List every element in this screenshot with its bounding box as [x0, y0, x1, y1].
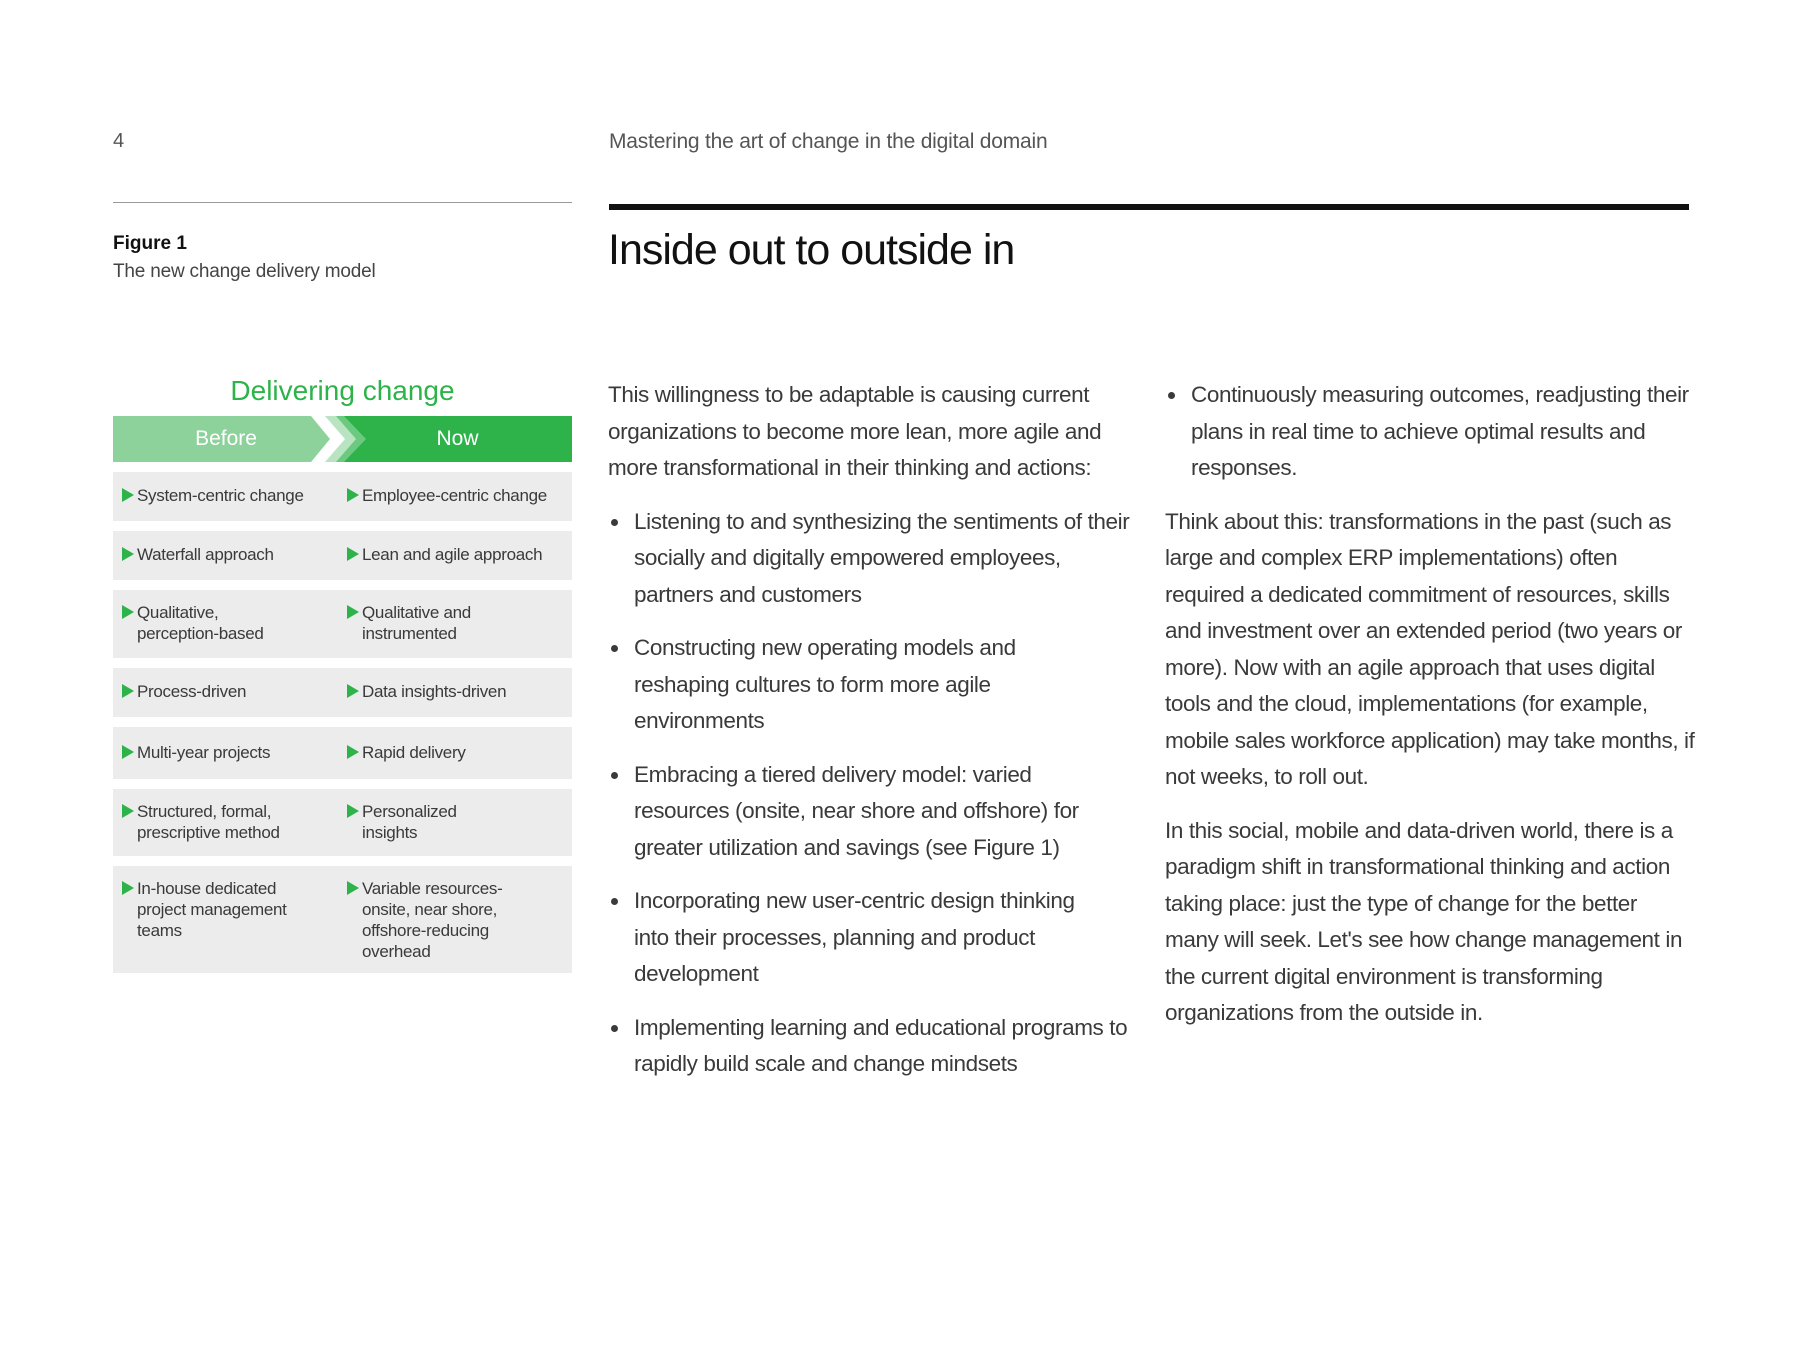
before-text: Qualitative, perception-based: [137, 603, 264, 643]
bullet-item: Incorporating new user-centric design thinking into their processes, planning and product development: [608, 883, 1138, 993]
now-text: Personalized insights: [362, 802, 457, 842]
body-column-1: [608, 377, 1138, 1100]
now-cell: [340, 742, 572, 779]
triangle-bullet-icon: [347, 605, 359, 619]
bullet-item: Implementing learning and educational programs to rapidly build scale and change mindsets: [608, 1010, 1138, 1083]
triangle-bullet-icon: [122, 605, 134, 619]
body-paragraph: Think about this: transformations in the past (such as large and complex ERP implementations) often required a dedicated commitment of resources, skills and investment over an extended period (two years or more). Now with an agile approach that uses digital tools and the cloud, implementations (for example, mobile sales workforce application) may take months, if not weeks, to roll out.: [1165, 508, 1695, 789]
bullet-list-continued: [1165, 377, 1695, 487]
bullet-item: Listening to and synthesizing the sentiments of their socially and digitally empowered employees, partners and customers: [608, 504, 1138, 614]
bullet-item: Constructing new operating models and reshaping cultures to form more agile environments: [608, 630, 1138, 740]
now-cell: [340, 544, 572, 580]
now-cell: [340, 485, 572, 521]
before-cell: [113, 485, 340, 521]
now-cell: [340, 602, 572, 658]
now-cell: [340, 801, 572, 856]
before-cell: [113, 878, 340, 973]
before-cell: [113, 681, 340, 717]
bullet-item: Continuously measuring outcomes, readjusting their plans in real time to achieve optimal results and responses.: [1165, 377, 1695, 487]
before-text: Waterfall approach: [137, 545, 274, 564]
body-paragraph: In this social, mobile and data-driven world, there is a paradigm shift in transformational thinking and action taking place: just the type of change for the better many will seek. Let's see how change management in the current digital environment is transforming organizations from the outside in.: [1165, 817, 1683, 1025]
bullet-item: Embracing a tiered delivery model: varied resources (onsite, near shore and offshore) for greater utilization and savings (see Figure 1): [608, 757, 1138, 867]
comparison-row: [113, 789, 572, 856]
before-text: In-house dedicated project management teams: [137, 879, 287, 940]
heading-rule: [609, 204, 1689, 210]
figure-caption: The new change delivery model: [113, 261, 376, 282]
comparison-rows: [113, 472, 572, 973]
comparison-row: [113, 531, 572, 580]
change-delivery-figure: [113, 374, 572, 983]
figure-label: Figure 1: [113, 233, 187, 254]
triangle-bullet-icon: [347, 684, 359, 698]
triangle-bullet-icon: [122, 745, 134, 759]
body-column-2: [1165, 377, 1695, 1049]
now-cell: [340, 681, 572, 717]
triangle-bullet-icon: [122, 547, 134, 561]
page-number: 4: [113, 130, 125, 152]
triangle-bullet-icon: [347, 547, 359, 561]
before-cell: [113, 742, 340, 779]
before-cell: [113, 602, 340, 658]
now-text: Employee-centric change: [362, 486, 547, 505]
now-text: Variable resources-onsite, near shore, offshore-reducing overhead: [362, 879, 503, 961]
before-cell: [113, 801, 340, 856]
running-title: Mastering the art of change in the digital domain: [609, 130, 1048, 153]
now-text: Data insights-driven: [362, 682, 507, 701]
comparison-row: [113, 590, 572, 658]
bullet-list: [608, 504, 1138, 1083]
intro-paragraph: This willingness to be adaptable is causing current organizations to become more lean, more agile and more transformational in their thinking and actions:: [608, 382, 1102, 480]
figure-header: [113, 416, 572, 462]
section-heading: Inside out to outside in: [608, 226, 1015, 274]
before-text: Multi-year projects: [137, 743, 271, 762]
triangle-bullet-icon: [122, 881, 134, 895]
triangle-bullet-icon: [122, 804, 134, 818]
before-text: System-centric change: [137, 486, 304, 505]
before-cell: [113, 544, 340, 580]
triangle-bullet-icon: [347, 745, 359, 759]
now-header-label: Now: [436, 427, 479, 450]
figure-divider: [113, 202, 572, 203]
now-cell: [340, 878, 572, 973]
now-text: Qualitative and instrumented: [362, 603, 471, 643]
triangle-bullet-icon: [122, 488, 134, 502]
triangle-bullet-icon: [347, 804, 359, 818]
figure-title: Delivering change: [230, 375, 455, 406]
triangle-bullet-icon: [347, 488, 359, 502]
comparison-row: [113, 472, 572, 521]
before-text: Process-driven: [137, 682, 247, 701]
before-header-label: Before: [195, 427, 257, 450]
comparison-row: [113, 866, 572, 973]
now-text: Rapid delivery: [362, 743, 466, 762]
before-text: Structured, formal, prescriptive method: [137, 802, 280, 842]
now-text: Lean and agile approach: [362, 545, 543, 564]
triangle-bullet-icon: [347, 881, 359, 895]
comparison-row: [113, 727, 572, 779]
triangle-bullet-icon: [122, 684, 134, 698]
comparison-row: [113, 668, 572, 717]
